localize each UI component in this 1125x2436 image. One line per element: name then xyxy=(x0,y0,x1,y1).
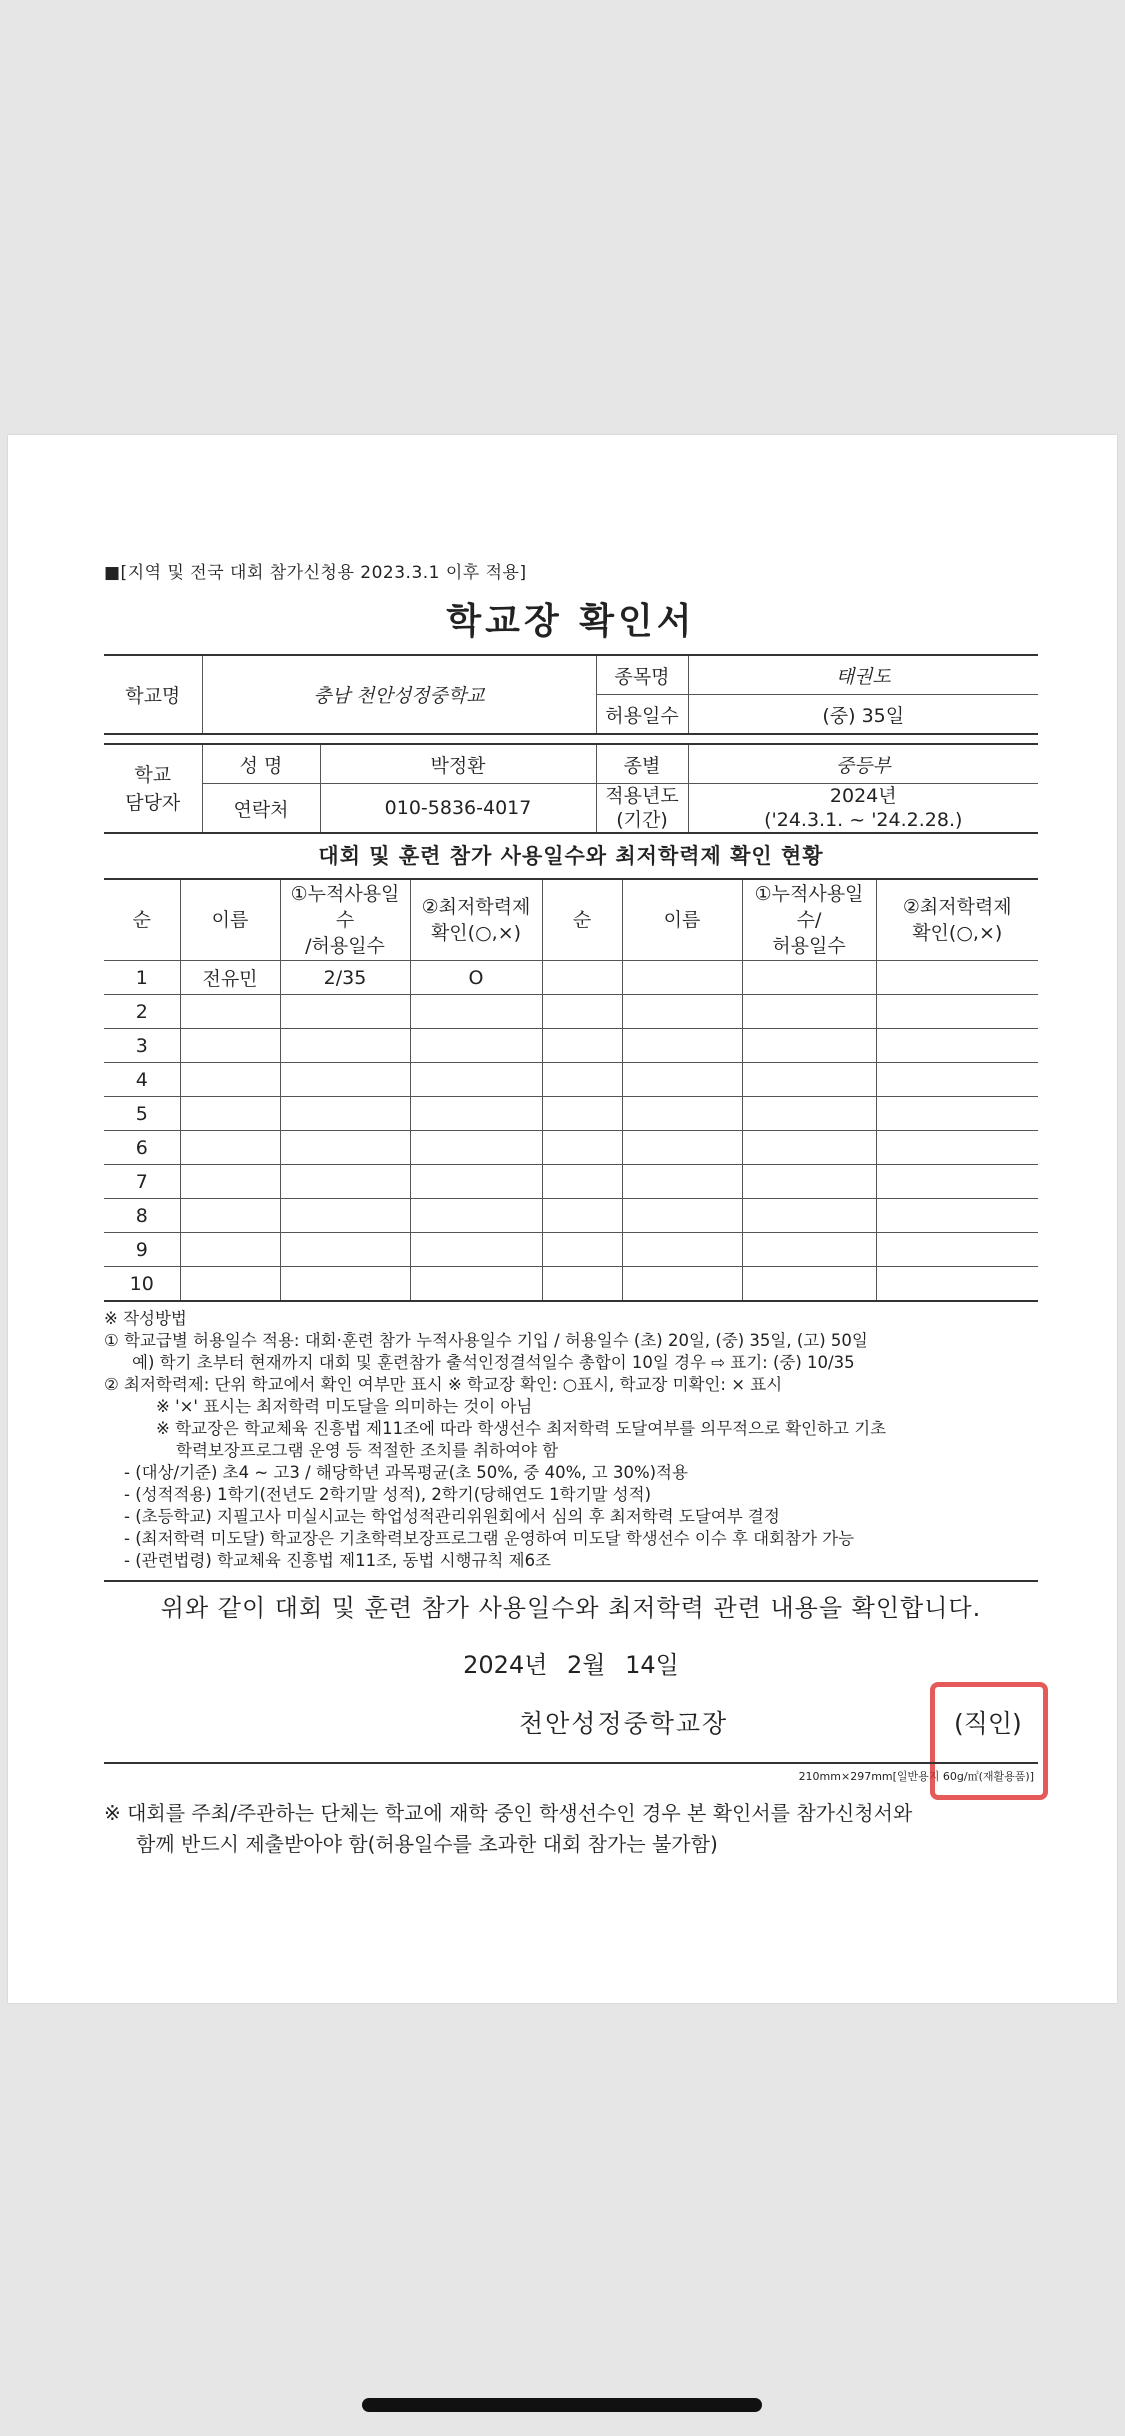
row-number: 7 xyxy=(104,1165,180,1199)
row-number: 5 xyxy=(104,1097,180,1131)
note-item: ※ 학교장은 학교체육 진흥법 제11조에 따라 학생선수 최저학력 도달여부를 의무적으로 확인하고 기초 xyxy=(156,1419,887,1438)
notice-line: ※ 대회를 주최/주관하는 단체는 학교에 재학 중인 학생선수인 경우 본 확인서를 참가신청서와 xyxy=(104,1801,913,1825)
min-achievement-check xyxy=(410,1165,542,1199)
form-usage-note: ■[지역 및 전국 대회 참가신청용 2023.3.1 이후 적용] xyxy=(104,563,527,583)
note-item: ② 최저학력제: 단위 학교에서 확인 여부만 표시 ※ 학교장 확인: ○표시, 학교장 미확인: × 표시 xyxy=(104,1375,783,1394)
student-name xyxy=(180,1029,280,1063)
table-row xyxy=(104,1131,1038,1165)
school-name-value: 충남 천안성정중학교 xyxy=(202,655,596,734)
row-number: 6 xyxy=(104,1131,180,1165)
min-achievement-check xyxy=(410,1199,542,1233)
min-achievement-check xyxy=(410,1063,542,1097)
row-number: 9 xyxy=(104,1233,180,1267)
manager-label: 학교 담당자 xyxy=(104,744,202,833)
days-used xyxy=(280,1097,410,1131)
student-name: 전유민 xyxy=(180,961,280,995)
col-header: ①누적사용일수/ 허용일수 xyxy=(742,879,876,961)
table-row xyxy=(104,1199,1038,1233)
period-value: ('24.3.1. ~ '24.2.28.) xyxy=(764,809,963,831)
table-row xyxy=(104,995,1038,1029)
contact-value: 010-5836-4017 xyxy=(320,784,596,834)
student-name xyxy=(180,1165,280,1199)
confirmation-statement: 위와 같이 대회 및 훈련 참가 사용일수와 최저학력 관련 내용을 확인합니다. xyxy=(160,1594,982,1622)
student-name xyxy=(180,1097,280,1131)
participation-table xyxy=(104,878,1038,1302)
paper-spec: 210mm×297mm[일반용지 60g/㎡(재활용품)] xyxy=(798,1770,1034,1783)
submission-notice xyxy=(104,1798,1038,1860)
note-item: - (성적적용) 1학기(전년도 2학기말 성적), 2학기(당해연도 1학기말 성적) xyxy=(124,1485,652,1504)
divider xyxy=(104,1762,1038,1764)
principal-title: 천안성정중학교장 xyxy=(519,1709,729,1738)
days-used xyxy=(280,1029,410,1063)
year-label: 적용년도 (기간) xyxy=(596,784,688,834)
category-value: 중등부 xyxy=(688,744,1038,784)
divider xyxy=(104,1580,1038,1582)
note-item: ※ '×' 표시는 최저학력 미도달을 의미하는 것이 아님 xyxy=(156,1397,533,1416)
table-row xyxy=(104,1063,1038,1097)
days-used xyxy=(280,1199,410,1233)
days-used xyxy=(280,1131,410,1165)
school-name-label: 학교명 xyxy=(104,655,202,734)
row-number: 3 xyxy=(104,1029,180,1063)
notes-heading: ※ 작성방법 xyxy=(104,1309,187,1328)
student-name xyxy=(180,1199,280,1233)
days-used xyxy=(280,1063,410,1097)
col-header: ①누적사용일수 /허용일수 xyxy=(280,879,410,961)
days-used: 2/35 xyxy=(280,961,410,995)
student-name xyxy=(180,995,280,1029)
days-used xyxy=(280,1165,410,1199)
row-number: 10 xyxy=(104,1267,180,1302)
instructions xyxy=(104,1308,1038,1572)
col-header: 이름 xyxy=(180,879,280,961)
note-item: - (대상/기준) 초4 ~ 고3 / 해당학년 과목평균(초 50%, 중 40%, 고 30%)적용 xyxy=(124,1463,688,1482)
note-item: 학력보장프로그램 운영 등 적절한 조치를 취하여야 함 xyxy=(176,1441,559,1460)
min-achievement-check xyxy=(410,1267,542,1302)
table-row xyxy=(104,1165,1038,1199)
row-number: 2 xyxy=(104,995,180,1029)
days-used xyxy=(280,1267,410,1302)
col-header: ②최저학력제 확인(○,×) xyxy=(876,879,1038,961)
student-name xyxy=(180,1131,280,1165)
days-used xyxy=(280,995,410,1029)
official-seal xyxy=(930,1682,1048,1800)
signature-block xyxy=(104,1690,1038,1760)
table-row xyxy=(104,1097,1038,1131)
note-item: - (최저학력 미도달) 학교장은 기초학력보장프로그램 운영하여 미도달 학생선수 이수 후 대회참가 가능 xyxy=(124,1529,855,1548)
table-row xyxy=(104,1233,1038,1267)
note-item: 예) 학기 초부터 현재까지 대회 및 훈련참가 출석인정결석일수 총합이 10일 경우 ⇨ 표기: (중) 10/35 xyxy=(132,1353,855,1372)
contact-label: 연락처 xyxy=(202,784,320,834)
home-indicator[interactable] xyxy=(362,2398,762,2412)
table-row xyxy=(104,1029,1038,1063)
min-achievement-check xyxy=(410,995,542,1029)
year-value: 2024년 xyxy=(829,785,897,807)
table-row xyxy=(104,961,1038,995)
table-header-row xyxy=(104,879,1038,961)
row-number: 4 xyxy=(104,1063,180,1097)
year-cell xyxy=(688,784,1038,834)
student-name xyxy=(180,1267,280,1302)
allowed-days-value: (중) 35일 xyxy=(688,695,1038,735)
table-row xyxy=(104,1267,1038,1302)
allowed-days-label: 허용일수 xyxy=(596,695,688,735)
event-label: 종목명 xyxy=(596,655,688,695)
row-number: 8 xyxy=(104,1199,180,1233)
col-header: 순 xyxy=(104,879,180,961)
seal-label: (직인) xyxy=(954,1709,1022,1738)
row-number: 1 xyxy=(104,961,180,995)
student-name xyxy=(180,1063,280,1097)
min-achievement-check xyxy=(410,1029,542,1063)
category-label: 종별 xyxy=(596,744,688,784)
col-header: 이름 xyxy=(622,879,742,961)
section-title: 대회 및 훈련 참가 사용일수와 최저학력제 확인 현황 xyxy=(318,844,824,868)
min-achievement-check xyxy=(410,1097,542,1131)
student-name xyxy=(180,1233,280,1267)
min-achievement-check: O xyxy=(410,961,542,995)
note-item: - (관련법령) 학교체육 진흥법 제11조, 동법 시행규칙 제6조 xyxy=(124,1551,551,1570)
col-header: 순 xyxy=(542,879,622,961)
col-header: ②최저학력제 확인(○,×) xyxy=(410,879,542,961)
event-value: 태권도 xyxy=(688,655,1038,695)
name-label: 성 명 xyxy=(202,744,320,784)
note-item: ① 학교급별 허용일수 적용: 대회·훈련 참가 누적사용일수 기입 / 허용일수 (초) 20일, (중) 35일, (고) 50일 xyxy=(104,1331,868,1350)
issue-date: 2024년 2월 14일 xyxy=(463,1651,679,1679)
min-achievement-check xyxy=(410,1233,542,1267)
name-value: 박정환 xyxy=(320,744,596,784)
certificate-document xyxy=(104,558,1038,1860)
notice-line: 함께 반드시 제출받아야 함(허용일수를 초과한 대회 참가는 불가함) xyxy=(136,1832,718,1856)
document-title: 학교장 확인서 xyxy=(446,601,696,642)
school-info-table xyxy=(104,654,1038,834)
note-item: - (초등학교) 지필고사 미실시교는 학업성적관리위원회에서 심의 후 최저학력 도달여부 결정 xyxy=(124,1507,780,1526)
min-achievement-check xyxy=(410,1131,542,1165)
days-used xyxy=(280,1233,410,1267)
